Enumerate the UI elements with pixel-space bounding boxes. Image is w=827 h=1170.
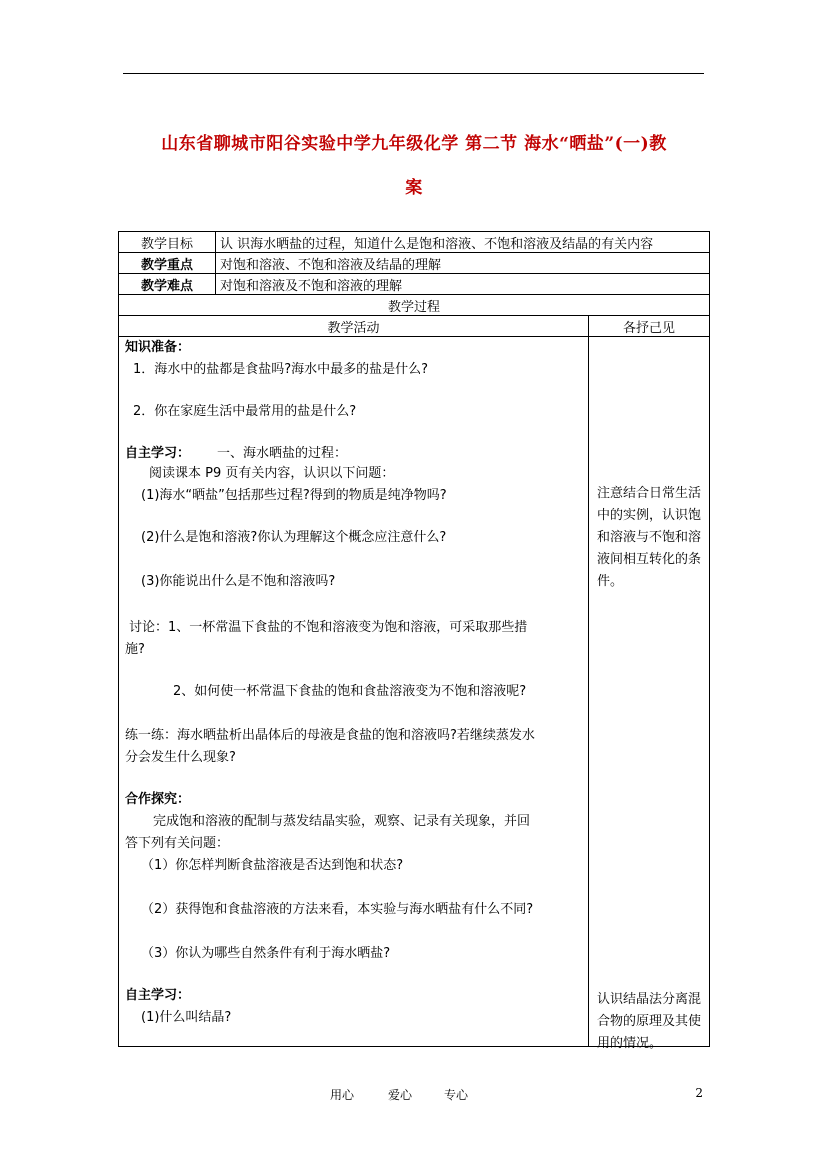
- activity-line: 2、如何使一杯常温下食盐的饱和食盐溶液变为不饱和溶液呢?: [173, 684, 527, 699]
- activity-line: 练一练：海水晒盐析出晶体后的母液是食盐的饱和溶液吗?若继续蒸发水: [125, 728, 535, 743]
- footer-text: 爱心: [388, 1088, 413, 1102]
- activity-line: 讨论：1、一杯常温下食盐的不饱和溶液变为饱和溶液，可采取那些措: [129, 620, 528, 635]
- activity-line: 分会发生什么现象?: [125, 750, 236, 765]
- info-row-goal: [119, 232, 710, 253]
- activity-line: （1）你怎样判断食盐溶液是否达到饱和状态?: [141, 858, 404, 873]
- info-label: 教学目标: [119, 232, 216, 253]
- column-header-row: [119, 316, 710, 337]
- footer-text: 专心: [444, 1088, 469, 1102]
- page-number: 2: [695, 1086, 703, 1100]
- process-header: 教学过程: [119, 295, 710, 316]
- info-row-difficulties: [119, 274, 710, 295]
- activity-line: （3）你认为哪些自然条件有利于海水晒盐?: [141, 946, 391, 961]
- activity-line: (3)你能说出什么是不饱和溶液吗?: [141, 574, 336, 589]
- activity-line: 1．海水中的盐都是食盐吗?海水中最多的盐是什么?: [133, 362, 429, 377]
- info-value: 对饱和溶液、不饱和溶液及结晶的理解: [216, 253, 710, 274]
- info-label: 教学难点: [119, 274, 216, 295]
- title-line-2: 案: [405, 178, 423, 198]
- activity-line: （2）获得饱和食盐溶液的方法来看，本实验与海水晒盐有什么不同?: [141, 902, 534, 917]
- lesson-plan-table: [118, 231, 710, 1051]
- process-header-row: [119, 295, 710, 316]
- info-value: 认 识海水晒盐的过程，知道什么是饱和溶液、不饱和溶液及结晶的有关内容: [216, 232, 710, 253]
- activity-cell: [119, 337, 589, 1047]
- activity-line: (1)海水“晒盐”包括那些过程?得到的物质是纯净物吗?: [141, 488, 447, 503]
- section-heading: 知识准备：: [125, 340, 191, 355]
- document-title: [110, 122, 718, 210]
- activity-column-header: 教学活动: [119, 316, 589, 337]
- notes-column-header: 各抒己见: [589, 316, 710, 337]
- content-row: [119, 337, 710, 1047]
- activity-line: 完成饱和溶液的配制与蒸发结晶实验，观察、记录有关现象，并回: [153, 814, 531, 829]
- footer-text: 用心: [330, 1088, 355, 1102]
- info-value: 对饱和溶液及不饱和溶液的理解: [216, 274, 710, 295]
- note-text: 注意结合日常生活中的实例，认识饱和溶液与不饱和溶液间相互转化的条件。: [597, 486, 702, 589]
- activity-line: 施?: [125, 642, 145, 657]
- note-text: 认识结晶法分离混合物的原理及其使用的情况。: [597, 992, 702, 1051]
- activity-line: 答下列有关问题：: [125, 836, 230, 851]
- activity-line: 一、海水晒盐的过程：: [217, 446, 348, 461]
- activity-line: 阅读课本 P9 页有关内容，认识以下问题：: [149, 466, 395, 481]
- activity-line: (1)什么叫结晶?: [141, 1010, 232, 1025]
- header-rule: [123, 73, 704, 74]
- activity-line: 2．你在家庭生活中最常用的盐是什么?: [133, 404, 357, 419]
- section-heading: 合作探究：: [125, 792, 191, 807]
- info-label: 教学重点: [119, 253, 216, 274]
- info-row-key-points: [119, 253, 710, 274]
- section-heading: 自主学习：: [125, 446, 191, 461]
- notes-cell: [589, 337, 710, 1051]
- title-line-1: 山东省聊城市阳谷实验中学九年级化学 第二节 海水“晒盐”(一)教: [161, 134, 667, 154]
- activity-line: (2)什么是饱和溶液?你认为理解这个概念应注意什么?: [141, 530, 447, 545]
- section-heading: 自主学习：: [125, 988, 191, 1003]
